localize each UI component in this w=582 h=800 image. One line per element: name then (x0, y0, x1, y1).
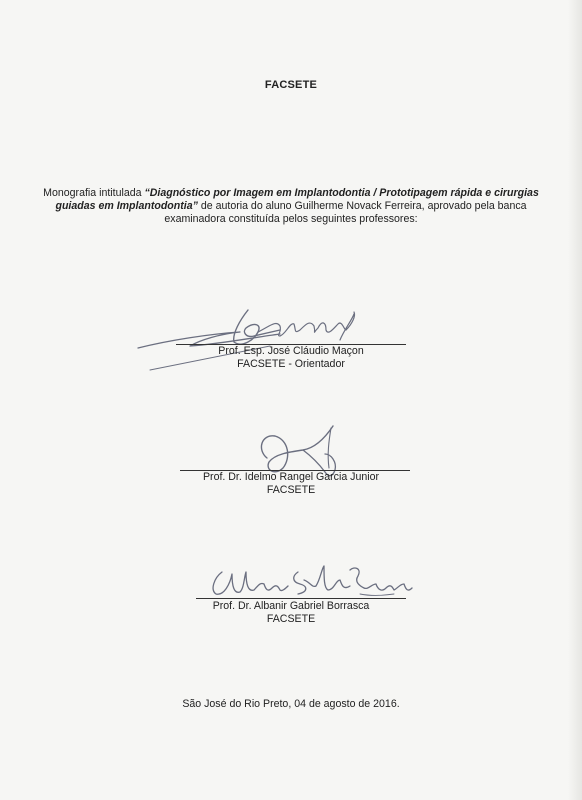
approval-statement (40, 187, 542, 226)
signatory-name: Prof. Dr. Idelmo Rangel Garcia Junior (202, 471, 380, 483)
signatory-institution: FACSETE - Orientador (237, 358, 345, 370)
signatory-name: Prof. Dr. Albanir Gabriel Borrasca (212, 600, 370, 612)
signature-block-examiner-2 (0, 560, 582, 630)
statement-suffix: de autoria do aluno Guilherme Novack Ferreira, aprovado pela banca examinadora constituída pelos seguintes professores: (164, 200, 527, 225)
page-edge-shadow (568, 0, 582, 800)
signatory-institution: FACSETE (266, 484, 316, 496)
signature-block-examiner-1 (0, 420, 582, 500)
signature-block-advisor (0, 300, 582, 380)
signatory-institution: FACSETE (266, 613, 316, 625)
place-and-date: São José do Rio Preto, 04 de agosto de 2016. (182, 698, 400, 710)
statement-prefix: Monografia intitulada (43, 187, 145, 199)
signature-line-3 (196, 598, 406, 599)
institution-header: FACSETE (264, 79, 318, 91)
monograph-title: “Diagnóstico por Imagem em Implantodontia / Prototipagem rápida e cirurgias guiadas em Implantodontia” (55, 187, 539, 212)
signatory-name: Prof. Esp. José Cláudio Maçon (218, 345, 364, 357)
